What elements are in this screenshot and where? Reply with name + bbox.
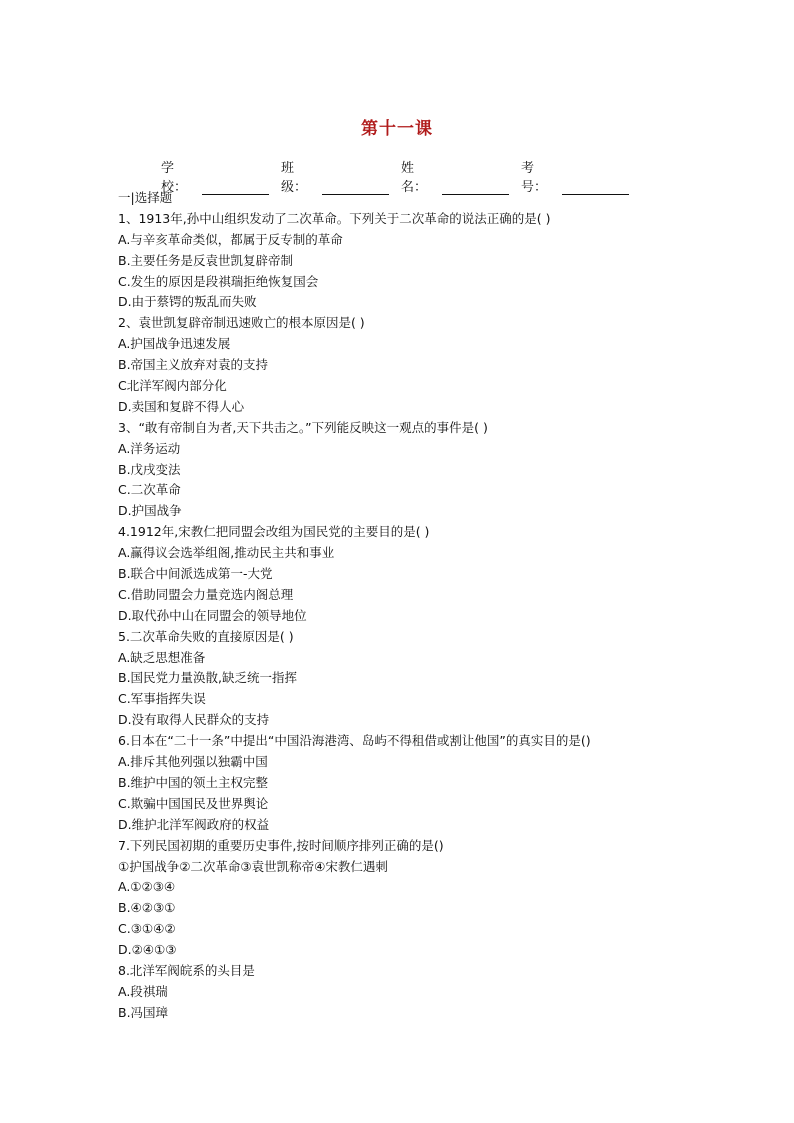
question-stem: ①护国战争②二次革命③袁世凯称帝④宋教仁遇刺 bbox=[118, 858, 388, 874]
answer-option: C.欺骗中国国民及世界舆论 bbox=[118, 795, 269, 811]
answer-option: A.赢得议会选举组阁,推动民主共和事业 bbox=[118, 545, 335, 561]
answer-option: D.②④①③ bbox=[118, 942, 177, 958]
answer-option: C北洋军阀内部分化 bbox=[118, 378, 227, 394]
answer-option: A.护国战争迅速发展 bbox=[118, 336, 231, 352]
answer-option: C.军事指挥失误 bbox=[118, 691, 206, 707]
answer-option: C.③①④② bbox=[118, 921, 176, 937]
answer-option: D.护国战争 bbox=[118, 503, 182, 519]
answer-option: A.与辛亥革命类似，都属于反专制的革命 bbox=[118, 231, 343, 247]
question-line: 4.1912年,宋教仁把同盟会改组为国民党的主要目的是( ) bbox=[118, 524, 430, 540]
section-title: 一|选择题 bbox=[118, 190, 173, 205]
question-line: 3、“敢有帝制自为者,天下共击之。”下列能反映这一观点的事件是( ) bbox=[118, 419, 488, 435]
answer-option: B.维护中国的领土主权完整 bbox=[118, 774, 269, 790]
school-label: 学校： bbox=[161, 161, 188, 195]
answer-option: D.取代孙中山在同盟会的领导地位 bbox=[118, 607, 307, 623]
answer-option: A.①②③④ bbox=[118, 879, 176, 895]
answer-option: D.维护北洋军阀政府的权益 bbox=[118, 816, 270, 832]
question-line: 7.下列民国初期的重要历史事件,按时间顺序排列正确的是() bbox=[118, 837, 444, 853]
question-line: 1、1913年,孙中山组织发动了二次革命。下列关于二次革命的说法正确的是( ) bbox=[118, 210, 551, 226]
name-label: 姓名： bbox=[401, 161, 428, 195]
answer-option: B.主要任务是反袁世凯复辟帝制 bbox=[118, 252, 294, 268]
page-title: 第十一课 bbox=[361, 119, 433, 139]
id-label: 考号： bbox=[521, 161, 548, 195]
question-content bbox=[118, 188, 718, 1024]
answer-option: D.没有取得人民群众的支持 bbox=[118, 712, 270, 728]
answer-option: A.排斥其他列强以独霸中国 bbox=[118, 754, 268, 770]
answer-option: A.缺乏思想准备 bbox=[118, 649, 206, 665]
question-line: 8.北洋军阀皖系的头目是 bbox=[118, 962, 255, 978]
answer-option: A.洋务运动 bbox=[118, 440, 181, 456]
question-line: 5.二次革命失败的直接原因是( ) bbox=[118, 628, 294, 644]
answer-option: B.国民党力量涣散,缺乏统一指挥 bbox=[118, 670, 298, 686]
answer-option: B.④②③① bbox=[118, 900, 176, 916]
answer-option: B.戊戌变法 bbox=[118, 461, 181, 477]
answer-option: C.借助同盟会力量竞选内阁总理 bbox=[118, 586, 294, 602]
answer-option: D.由于蔡锷的叛乱而失败 bbox=[118, 294, 257, 310]
answer-option: B.帝国主义放弃对袁的支持 bbox=[118, 357, 269, 373]
answer-option: B.联合中间派选成第一-大党 bbox=[118, 566, 273, 582]
answer-option: D.卖国和复辟不得人心 bbox=[118, 398, 245, 414]
answer-option: C.二次革命 bbox=[118, 482, 181, 498]
class-label: 班级： bbox=[281, 161, 308, 195]
question-line: 6.日本在“二十一条”中提出“中国沿海港湾、岛屿不得租借或割让他国”的真实目的是() bbox=[118, 733, 591, 749]
answer-option: A.段祺瑞 bbox=[118, 983, 168, 999]
question-line: 2、袁世凯复辟帝制迅速败亡的根本原因是( ) bbox=[118, 315, 365, 331]
answer-option: B.冯国璋 bbox=[118, 1004, 169, 1020]
answer-option: C.发生的原因是段祺瑞拒绝恢复国会 bbox=[118, 273, 319, 289]
